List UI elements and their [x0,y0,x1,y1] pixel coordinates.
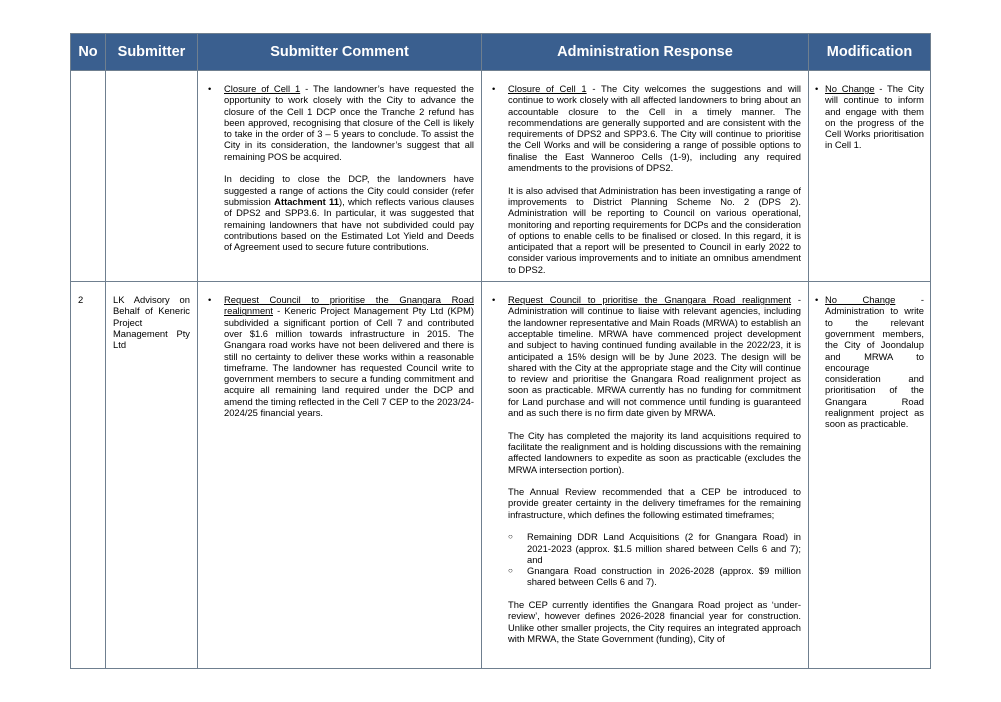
row2-modification [809,282,931,669]
header-modification: Modification [809,34,931,71]
bullet-icon: • [492,294,496,306]
modification-bullet [815,294,924,430]
modification-title: No Change [825,294,896,306]
header-row [71,34,931,71]
bullet-icon: • [208,294,212,306]
comment-paragraph: In deciding to close the DCP, the landowners have suggested a range of actions the City could consider (refer submission Attachment 11), which reflects various clauses of DPS2 and SPP3.6. In particular, it was suggested that remaining landowners that have not subdivided could pay contributions based on the Estimated Lot Yield and Deeds of Agreement used to secure future contributions. [224,173,475,253]
row1-modification [809,71,931,282]
comment-title: Request Council to prioritise the Gnangara Road realignment [224,294,474,317]
circle-bullet-icon: ○ [508,532,513,542]
header-submitter: Submitter [106,34,198,71]
response-paragraph: The City has completed the majority its land acquisitions required to facilitate the realignment and is holding discussions with the remaining affected landowners to expedite as soon as practicable (excludes the MRWA intersection portion). [508,429,801,475]
table-row [71,282,931,669]
bullet-icon: • [208,83,212,94]
modification-text: - The City will continue to inform and engage with them on the progress of the Cell Works prioritisation in Cell 1. [825,83,924,151]
bullet-icon: • [492,83,496,94]
response-bullet [489,294,801,644]
row2-response [482,282,809,669]
list-item: ○ Gnangara Road construction in 2026-2028 (approx. $9 million shared between Cells 6 and 7). [508,565,801,588]
circle-bullet-icon: ○ [508,566,513,576]
timeframe-list [508,531,801,587]
header-response: Administration Response [482,34,809,71]
comment-text: - Keneric Project Management Pty Ltd (KPM) subdivided a significant portion of Cell 7 and contributed over $1.6 million towards infrastructure in 2015. The Gnangara road works have not been delivered and there is still no certainty to deliver these works within a reasonable timeframe. The landowner has requested Council write to government members to secure a funding commitment and acquire all remaining land required under the DCP and amend the timing reflected in the Cell 7 CEP to the 2023/24-2024/25 financial years. [224,305,474,419]
response-paragraph: The Annual Review recommended that a CEP be introduced to provide greater certainty in the delivery timeframes for the remaining infrastructure, which defines the following estimated timeframes; [508,486,801,520]
response-paragraph: It is also advised that Administration has been investigating a range of improvements to District Planning Scheme No. 2 (DPS 2). Administration will be reporting to Council on various operational, monitoring and reporting requirements for DCPs and the consideration of options to enable cells to be finalised or closed. In this regard, it is anticipated that a report will be presented to Council in early 2022 to consider various improvements and to initiate an omnibus amendment to DPS2. [508,184,801,275]
bullet-icon: • [815,83,819,94]
response-text: - Administration will continue to liaise with relevant agencies, including the landowner representative and Main Roads (MRWA) to establish an acceptable timeline. MRWA have commenced project development and subject to having continued funding available in the 2022/23, it is anticipated a 15% design will be by June 2023. The design will be shared with the City at the appropriate stage and the City will continue to review and prioritise the Gnangara Road realignment project as soon as practicable. MRWA currently has no funding for commitment for Land purchase and will not commence until funding is guaranteed and as such there is no firm date given by MRWA. [508,294,801,419]
response-paragraph: The CEP currently identifies the Gnangara Road project as ‘under-review’, however defines 2026-2028 financial year for construction. Unlike other smaller projects, the City requires an integrated approach with MRWA, the State Government (funding), City of [508,599,801,644]
row1-no [71,71,106,282]
comment-bullet [205,83,474,252]
row1-comment [198,71,482,282]
header-comment: Submitter Comment [198,34,482,71]
modification-title: No Change [825,83,875,94]
bullet-icon: • [815,294,819,306]
row1-response [482,71,809,282]
response-title: Request Council to prioritise the Gnangara Road realignment [508,294,792,306]
row2-submitter: LK Advisory on Behalf of Keneric Project Management Pty Ltd [106,282,198,669]
comment-title: Closure of Cell 1 [224,83,301,94]
row2-no: 2 [71,282,106,669]
response-bullet [489,83,801,275]
comment-bullet [205,294,474,418]
submissions-table [70,33,931,669]
response-title: Closure of Cell 1 [508,83,587,94]
table-row [71,71,931,282]
attachment-ref: Attachment 11 [274,195,339,207]
comment-text: - The landowner’s have requested the opportunity to work closely with the City to advance the closure of the Cell 1 DCP once the Tranche 2 refund has been approved, recognising that closure of the Cell is likely to take in the order of 3 – 5 years to conclude. To assist the City in its consideration, the landowner’s suggest that all remaining POS be acquired. [224,83,474,162]
modification-text: - Administration to write to the relevant government members, the City of Joondalup and MRWA to encourage consideration and prioritisation of the Gnangara Road realignment project as soon as practicable. [825,294,924,430]
row2-comment [198,282,482,669]
header-no: No [71,34,106,71]
response-text: - The City welcomes the suggestions and will continue to work closely with all affected landowners to bring about an accountable closure to the Cell in a timely manner. The recommendations are generally supported and are consistent with the requirements of DPS2 and SPP3.6. The City will continue to prioritise the Cell Works and will be considering a range of possible options to finalise the East Wanneroo Cells (1-9), including any required amendments to the provisions of DPS2. [508,83,801,174]
list-item: ○ Remaining DDR Land Acquisitions (2 for Gnangara Road) in 2021-2023 (approx. $1.5 million shared between Cells 6 and 7); and [508,531,801,565]
row1-submitter [106,71,198,282]
modification-bullet [815,83,924,151]
